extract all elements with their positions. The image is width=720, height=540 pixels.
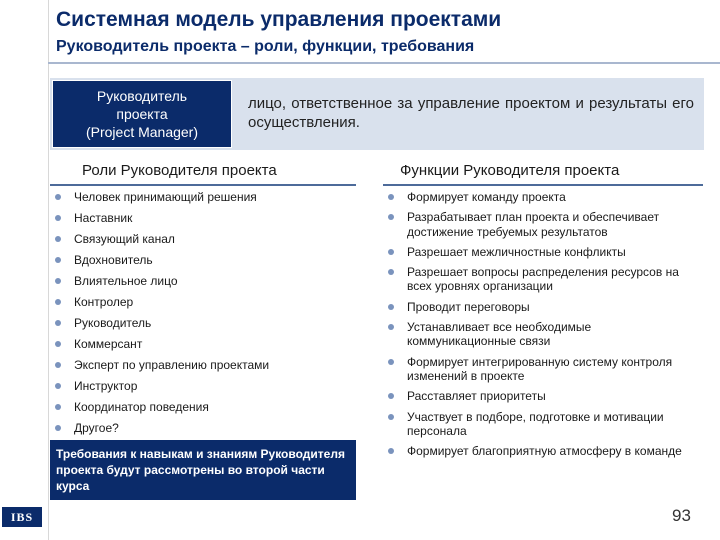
bullet-icon — [55, 299, 61, 305]
roles-divider — [50, 184, 356, 186]
list-item — [50, 337, 360, 358]
functions-divider — [383, 184, 703, 186]
function-item-text: Разрешает межличностные конфликты — [407, 244, 626, 259]
list-item — [383, 355, 703, 384]
bullet-icon — [55, 194, 61, 200]
project-manager-box — [52, 80, 232, 148]
function-item-text: Формирует команду проекта — [407, 190, 566, 204]
bullet-icon — [388, 269, 394, 275]
bullet-icon — [388, 304, 394, 310]
list-item — [383, 245, 703, 259]
bullet-icon — [388, 249, 394, 255]
bullet-icon — [55, 362, 61, 368]
role-box-line-2: проекта — [116, 106, 168, 122]
function-item-text: Разрабатывает план проекта и обеспечивает достижение требуемых результатов — [407, 210, 660, 239]
list-item — [383, 300, 703, 314]
roles-heading: Роли Руководителя проекта — [82, 162, 277, 179]
bullet-icon — [388, 414, 394, 420]
left-sidebar — [0, 0, 49, 540]
function-item-text: Участвует в подборе, подготовке и мотивации персонала — [407, 409, 664, 438]
bullet-icon — [55, 320, 61, 326]
functions-list — [383, 190, 703, 464]
function-item-text: Формирует благоприятную атмосферу в команде — [407, 444, 682, 459]
role-item-text: Влиятельное лицо — [74, 274, 178, 288]
ibs-logo: IBS — [2, 507, 42, 527]
role-item-text: Другое? — [74, 421, 119, 435]
function-item-text: Расставляет приоритеты — [407, 389, 546, 404]
list-item — [383, 389, 703, 403]
bullet-icon — [388, 194, 394, 200]
bullet-icon — [55, 404, 61, 410]
list-item — [50, 358, 360, 379]
role-item-text: Координатор поведения — [74, 400, 209, 414]
role-item-text: Руководитель — [74, 316, 152, 330]
role-item-text: Коммерсант — [74, 337, 143, 351]
list-item — [383, 210, 703, 239]
page-number: 93 — [672, 506, 691, 525]
bullet-icon — [55, 341, 61, 347]
list-item — [383, 265, 703, 294]
roles-list — [50, 190, 360, 442]
list-item — [50, 400, 360, 421]
role-box-line-1: Руководитель — [96, 88, 188, 104]
role-item-text: Наставник — [74, 211, 133, 225]
bullet-icon — [55, 278, 61, 284]
list-item — [50, 232, 360, 253]
bullet-icon — [55, 257, 61, 263]
functions-heading: Функции Руководителя проекта — [400, 162, 620, 179]
list-item — [50, 295, 360, 316]
function-item-text: Устанавливает все необходимые коммуникационные связи — [407, 320, 592, 349]
function-item-text: Формирует интегрированную систему контроля изменений в проекте — [407, 354, 673, 383]
role-item-text: Инструктор — [74, 379, 138, 393]
requirements-note: Требования к навыкам и знаниям Руководителя проекта будут рассмотрены во второй части курса — [50, 440, 356, 500]
bullet-icon — [388, 359, 394, 365]
bullet-icon — [55, 383, 61, 389]
title-divider — [48, 62, 720, 64]
function-item-text: Проводит переговоры — [407, 299, 530, 314]
bullet-icon — [55, 215, 61, 221]
role-item-text: Вдохновитель — [74, 253, 153, 267]
bullet-icon — [388, 214, 394, 220]
role-item-text: Эксперт по управлению проектами — [74, 358, 270, 372]
role-item-text: Связующий канал — [74, 232, 175, 246]
list-item — [50, 379, 360, 400]
role-box-line-3: (Project Manager) — [85, 124, 199, 140]
definition-text: лицо, ответственное за управление проектом и результаты его осуществления. — [248, 95, 694, 131]
slide-title: Системная модель управления проектами — [56, 8, 502, 31]
bullet-icon — [55, 236, 61, 242]
slide-subtitle: Руководитель проекта – роли, функции, требования — [56, 38, 475, 55]
list-item — [383, 190, 703, 204]
role-item-text: Контролер — [74, 295, 134, 309]
bullet-icon — [388, 448, 394, 454]
bullet-icon — [388, 393, 394, 399]
list-item — [50, 190, 360, 211]
list-item — [383, 410, 703, 439]
list-item — [50, 421, 360, 442]
list-item — [50, 211, 360, 232]
list-item — [383, 444, 703, 458]
role-item-text: Человек принимающий решения — [74, 190, 257, 204]
list-item — [383, 320, 703, 349]
bullet-icon — [388, 324, 394, 330]
list-item — [50, 253, 360, 274]
list-item — [50, 316, 360, 337]
function-item-text: Разрешает вопросы распределения ресурсов на всех уровнях организации — [407, 265, 679, 294]
bullet-icon — [55, 425, 61, 431]
list-item — [50, 274, 360, 295]
